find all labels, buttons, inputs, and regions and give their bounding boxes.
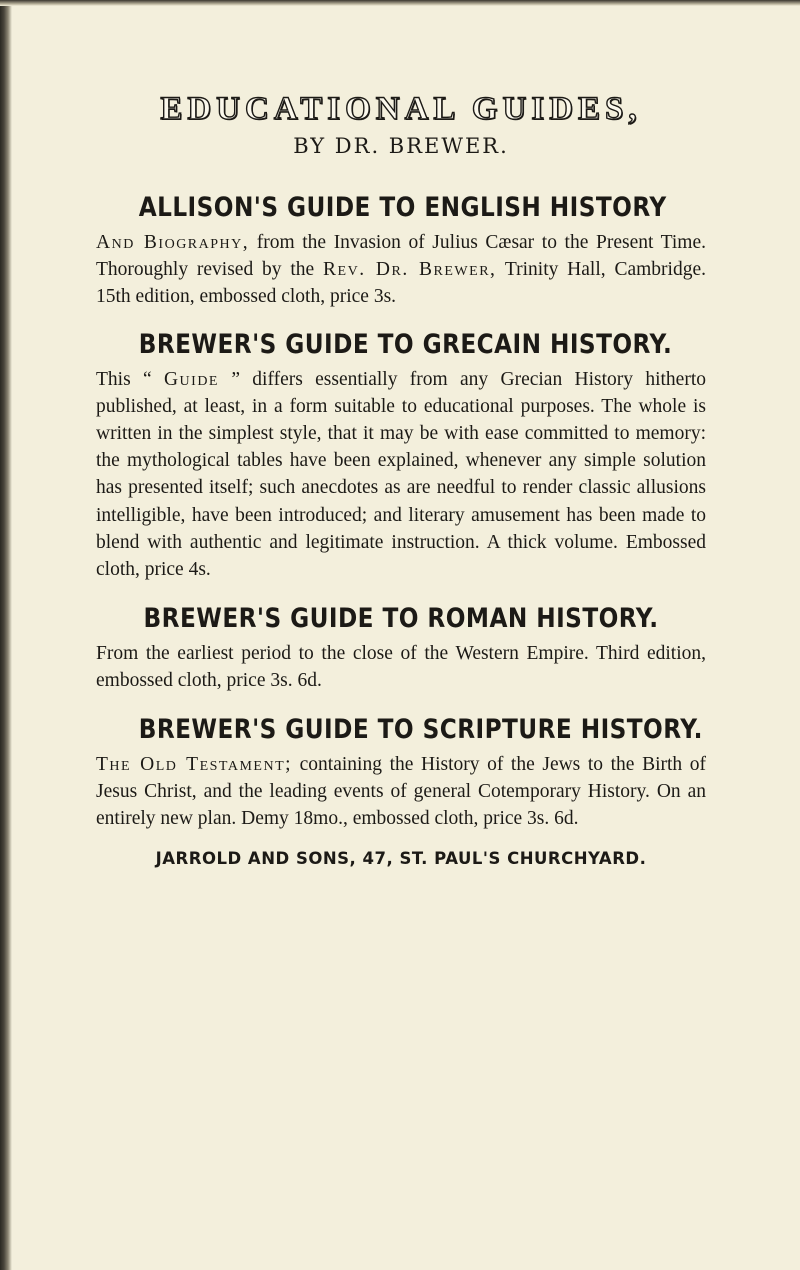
book-description-scripture-history — [96, 751, 706, 833]
page-top-edge — [0, 0, 800, 6]
lead-words: And Biography, — [96, 232, 250, 253]
book-description-grecian-history — [96, 366, 706, 584]
reviser-name: Rev. Dr. Brewer, — [323, 259, 497, 281]
description-text: containing the History of the Jews to the Birth of Jesus Christ, and the leading events of general Cotemporary History. On an entirely new plan. Demy 18mo., embossed cloth, price 3s. 6d. — [96, 753, 706, 830]
book-description-english-history — [96, 229, 706, 311]
series-title: EDUCATIONAL GUIDES, — [160, 91, 642, 127]
description-text: ” differs essentially from any Grecian History hitherto published, at least, in a form suitable to educational purposes. The whole is written in the simplest style, that it may be with ease committed to memory: the mythological tables have been explained, whenever any simple solution has presented itself; such anecdotes as are needful to render classic allusions intelligible, have been introduced; and literary amusement has been made to blend with authentic and legitimate instruction. A thick volume. Embossed cloth, price 4s. — [96, 368, 706, 581]
description-text-end: Trinity Hall, Cambridge. 15th edition, embossed cloth, price 3s. — [96, 259, 706, 308]
advertisement-page — [96, 90, 706, 868]
book-title-roman-history: BREWER'S GUIDE TO ROMAN HISTORY. — [143, 603, 659, 635]
book-entry-scripture-history — [96, 713, 706, 833]
publisher-imprint: JARROLD AND SONS, 47, ST. PAUL'S CHURCHYARD. — [155, 849, 647, 869]
book-description-roman-history: From the earliest period to the close of the Western Empire. Third edition, embossed cloth, price 3s. 6d. — [96, 643, 706, 692]
lead-words: The Old Testament; — [96, 753, 293, 775]
author-byline: BY DR. BREWER. — [293, 134, 509, 158]
book-entry-grecian-history — [96, 328, 706, 584]
book-entry-roman-history — [96, 602, 706, 694]
guide-word: Guide — [163, 368, 219, 390]
book-title-grecian-history: BREWER'S GUIDE TO GRECAIN HISTORY. — [138, 328, 673, 360]
description-text: from the Invasion of Julius Cæsar to the Present Time. Thoroughly revised by the — [96, 232, 706, 281]
lead-words: This “ — [96, 368, 164, 390]
book-title-english-history: ALLISON'S GUIDE TO ENGLISH HISTORY — [138, 192, 667, 223]
book-title-scripture-history: BREWER'S GUIDE TO SCRIPTURE HISTORY. — [138, 713, 703, 745]
page-binding-edge — [0, 0, 12, 1270]
book-entry-english-history — [96, 191, 706, 311]
